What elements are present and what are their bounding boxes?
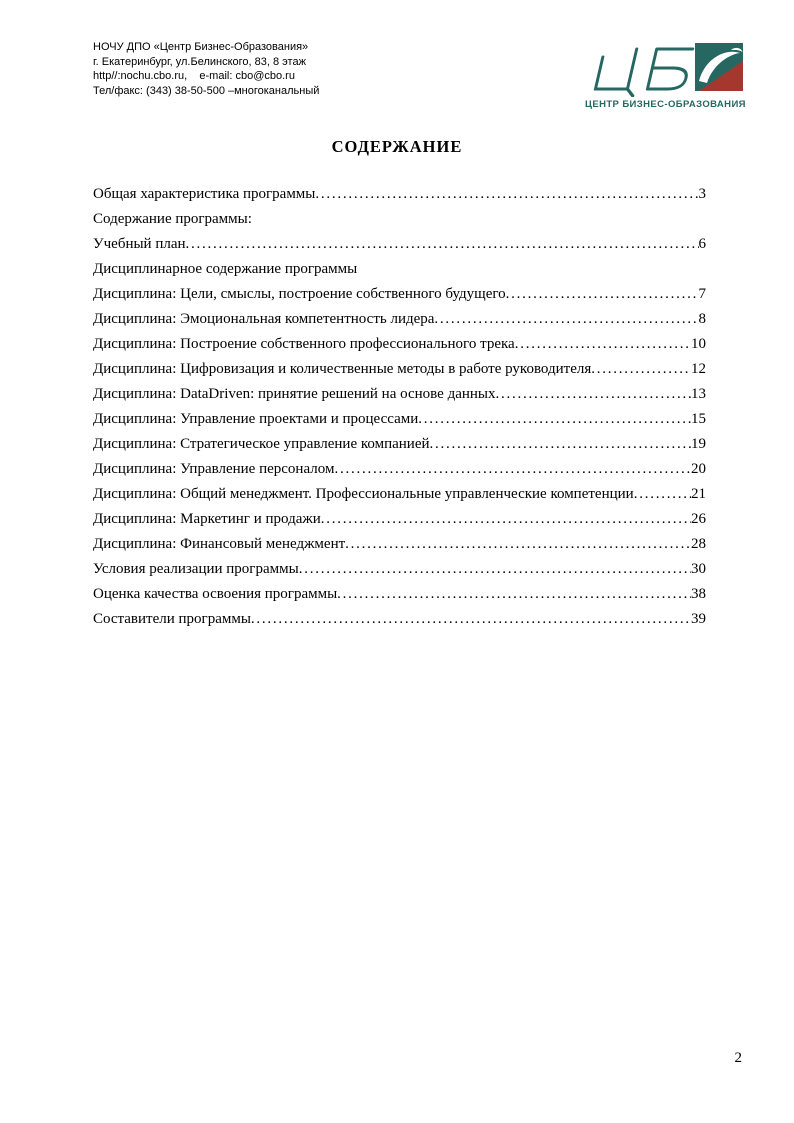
toc-entry-page: 13: [691, 386, 706, 402]
toc-leader-dots: [430, 432, 691, 457]
toc-entry: [93, 357, 706, 382]
toc-entry: [93, 432, 706, 457]
toc-entry-label: Дисциплина: Цели, смыслы, построение собственного будущего: [93, 286, 506, 302]
cbo-logo-icon: [585, 39, 745, 97]
toc-entry-label: Дисциплинарное содержание программы: [93, 261, 358, 277]
toc-leader-dots: [299, 557, 691, 582]
toc-entry-page: 12: [691, 361, 706, 377]
toc-entry: [93, 257, 706, 282]
org-contacts-web: http//:nochu.cbo.ru, e-mail: cbo@cbo.ru: [93, 70, 295, 82]
toc-entry-page: 7: [698, 286, 706, 302]
toc-leader-dots: [418, 407, 691, 432]
toc-entry: [93, 607, 706, 632]
toc-entry-label: Общая характеристика программы: [93, 186, 316, 202]
toc-entry: [93, 507, 706, 532]
page-number: 2: [734, 1050, 742, 1066]
toc-leader-dots: [345, 532, 691, 557]
page-title: СОДЕРЖАНИЕ: [331, 137, 463, 156]
toc: [93, 182, 706, 632]
toc-entry-page: 28: [691, 536, 706, 552]
toc-entry-page: 30: [691, 561, 706, 577]
toc-entry-page: 26: [691, 511, 706, 527]
org-address: г. Екатеринбург, ул.Белинского, 83, 8 этаж: [93, 55, 306, 68]
toc-entry-page: 10: [691, 336, 706, 352]
toc-leader-dots: [634, 482, 691, 507]
toc-entry-page: 21: [691, 486, 706, 502]
toc-entry: [93, 182, 706, 207]
toc-entry-label: Дисциплина: Управление персоналом: [93, 461, 335, 477]
toc-leader-dots: [337, 582, 691, 607]
toc-entry-page: 39: [691, 611, 706, 627]
toc-leader-dots: [321, 507, 691, 532]
toc-leader-dots: [591, 357, 691, 382]
toc-entry: [93, 282, 706, 307]
toc-entry: [93, 232, 706, 257]
toc-entry-label: Условия реализации программы: [93, 561, 299, 577]
toc-entry: [93, 332, 706, 357]
toc-entry: [93, 382, 706, 407]
toc-entry-label: Дисциплина: Цифровизация и количественные методы в работе руководителя: [93, 361, 592, 377]
toc-entry-page: 38: [691, 586, 706, 602]
toc-entry: [93, 307, 706, 332]
toc-leader-dots: [334, 457, 691, 482]
toc-leader-dots: [251, 607, 691, 632]
toc-entry-label: Дисциплина: DataDriven: принятие решений на основе данных: [93, 386, 496, 402]
toc-entry-label: Дисциплина: Общий менеджмент. Профессиональные управленческие компетенции: [93, 486, 634, 502]
toc-entry-label: Учебный план: [93, 236, 186, 252]
org-info: [93, 38, 319, 98]
logo-caption: ЦЕНТР БИЗНЕС-ОБРАЗОВАНИЯ: [585, 99, 746, 110]
toc-entry-label: Составители программы: [93, 611, 251, 627]
toc-entry: [93, 532, 706, 557]
toc-entry-page: 8: [698, 311, 706, 327]
org-name: НОЧУ ДПО «Центр Бизнес-Образования»: [93, 41, 309, 53]
toc-entry-label: Дисциплина: Маркетинг и продажи: [93, 511, 321, 527]
logo-mark-icon: [695, 43, 743, 91]
toc-leader-dots: [496, 382, 692, 407]
toc-leader-dots: [515, 332, 691, 357]
toc-entry-label: Дисциплина: Финансовый менеджмент: [93, 536, 346, 552]
cb-monogram-icon: [594, 49, 693, 96]
toc-entry: [93, 407, 706, 432]
toc-entry: [93, 582, 706, 607]
toc-entry: [93, 457, 706, 482]
toc-entry-label: Дисциплина: Стратегическое управление компанией: [93, 436, 430, 452]
toc-entry-page: 20: [691, 461, 706, 477]
toc-entry-label: Содержание программы:: [93, 211, 252, 227]
toc-leader-dots: [315, 182, 698, 207]
toc-entry-label: Оценка качества освоения программы: [93, 586, 338, 602]
cbo-logo: [585, 39, 745, 110]
toc-entry: [93, 207, 706, 232]
toc-entry: [93, 482, 706, 507]
toc-entry-label: Дисциплина: Управление проектами и процессами: [93, 411, 419, 427]
toc-entry-page: 15: [691, 411, 706, 427]
toc-entry-page: 19: [691, 436, 706, 452]
toc-leader-dots: [506, 282, 699, 307]
toc-entry-label: Дисциплина: Эмоциональная компетентность лидера: [93, 311, 435, 327]
toc-leader-dots: [186, 232, 699, 257]
org-contacts-phone: Тел/факс: (343) 38-50-500 –многоканальный: [93, 84, 320, 97]
toc-entry: [93, 557, 706, 582]
page-header: [93, 38, 745, 110]
toc-leader-dots: [434, 307, 698, 332]
toc-entry-page: 3: [698, 186, 706, 202]
toc-entry-label: Дисциплина: Построение собственного профессионального трека: [93, 336, 515, 352]
toc-entry-page: 6: [698, 236, 706, 252]
